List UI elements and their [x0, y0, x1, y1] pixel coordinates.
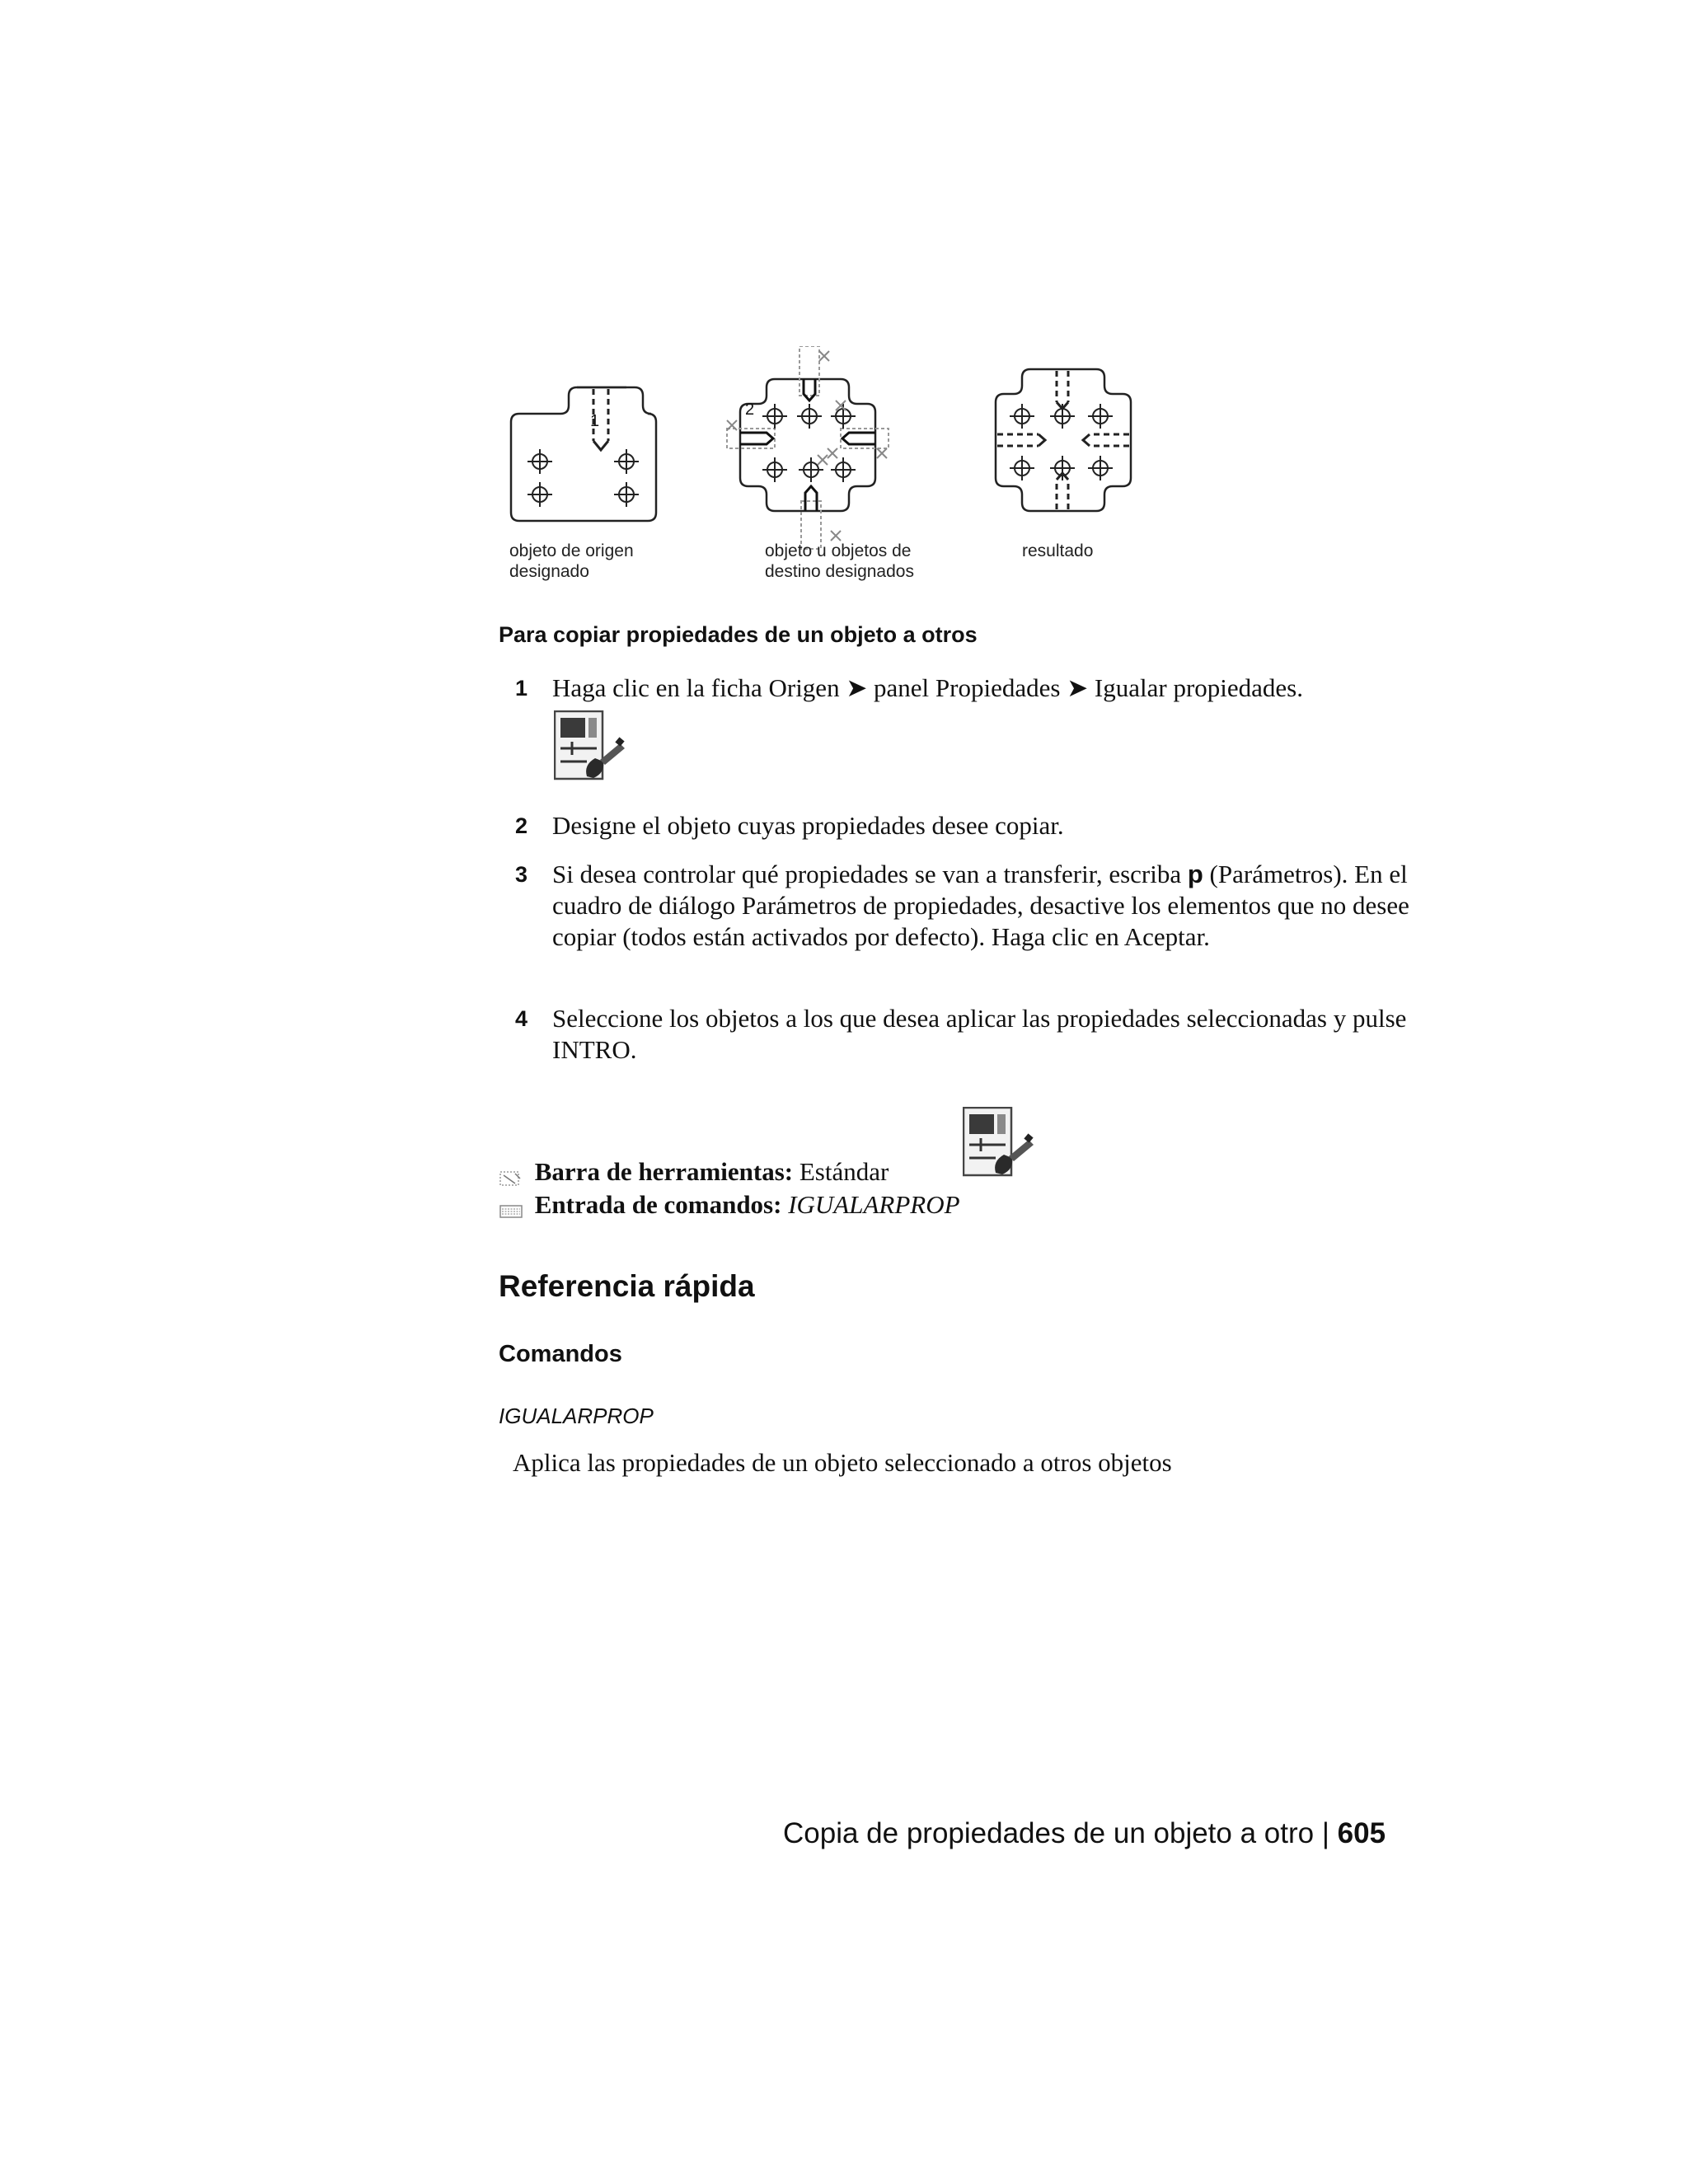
step-text: Designe el objeto cuyas propiedades desee copiar.: [552, 811, 1064, 840]
caption-source: objeto de origen designado: [509, 541, 634, 581]
match-properties-icon: [963, 1107, 1037, 1178]
toolbar-icon: [499, 1165, 523, 1184]
step-2: [515, 810, 1434, 841]
result-drawing: [996, 369, 1131, 511]
source-object-drawing: [511, 387, 656, 521]
match-properties-icon: [554, 710, 628, 781]
step-text-after: (Parámetros). En el cuadro de diálogo Parámetros de propiedades, desactive los elementos que no desee copiar (todos están activados por defecto). Haga clic en Aceptar.: [552, 860, 1409, 951]
step-number: 2: [515, 813, 528, 838]
page-footer: [783, 1817, 1386, 1850]
command-description: Aplica las propiedades de un objeto seleccionado a otros objetos: [513, 1448, 1172, 1477]
caption-result: resultado: [1022, 541, 1094, 560]
footer-separator: |: [1321, 1817, 1329, 1849]
step-4: [515, 1003, 1434, 1066]
procedure-title: Para copiar propiedades de un objeto a otros: [499, 622, 978, 647]
step-text: Haga clic en la ficha Origen ➤ panel Propiedades ➤ Igualar propiedades.: [552, 673, 1303, 702]
step-text: Seleccione los objetos a los que desea aplicar las propiedades seleccionadas y pulse INTRO.: [552, 1004, 1407, 1064]
page-number: 605: [1337, 1817, 1386, 1849]
step-3: [515, 859, 1434, 953]
callout-2: 2: [745, 401, 755, 419]
toolbar-label: Barra de herramientas:: [534, 1157, 794, 1186]
target-objects-drawing: [727, 346, 889, 549]
step-number: 3: [515, 862, 528, 887]
keyboard-icon: [499, 1197, 523, 1217]
command-label: Entrada de comandos:: [534, 1190, 782, 1219]
toolbar-access: [499, 1156, 889, 1188]
command-access: [499, 1189, 960, 1221]
footer-title: Copia de propiedades de un objeto a otro: [783, 1817, 1315, 1849]
commands-heading: Comandos: [499, 1341, 622, 1367]
command-value: IGUALARPROP: [788, 1190, 960, 1219]
caption-target: objeto u objetos de destino designados: [765, 541, 914, 581]
step-number: 1: [515, 676, 528, 701]
step-text-before: Si desea controlar qué propiedades se van a transferir, escriba: [552, 860, 1188, 888]
command-name: IGUALARPROP: [499, 1404, 654, 1428]
step-1: [515, 673, 1434, 704]
quick-reference-heading: Referencia rápida: [499, 1269, 755, 1303]
step-bold-option: p: [1187, 860, 1203, 888]
toolbar-value: Estándar: [799, 1157, 889, 1186]
step-number: 4: [515, 1006, 528, 1031]
callout-1: 1: [590, 412, 600, 430]
